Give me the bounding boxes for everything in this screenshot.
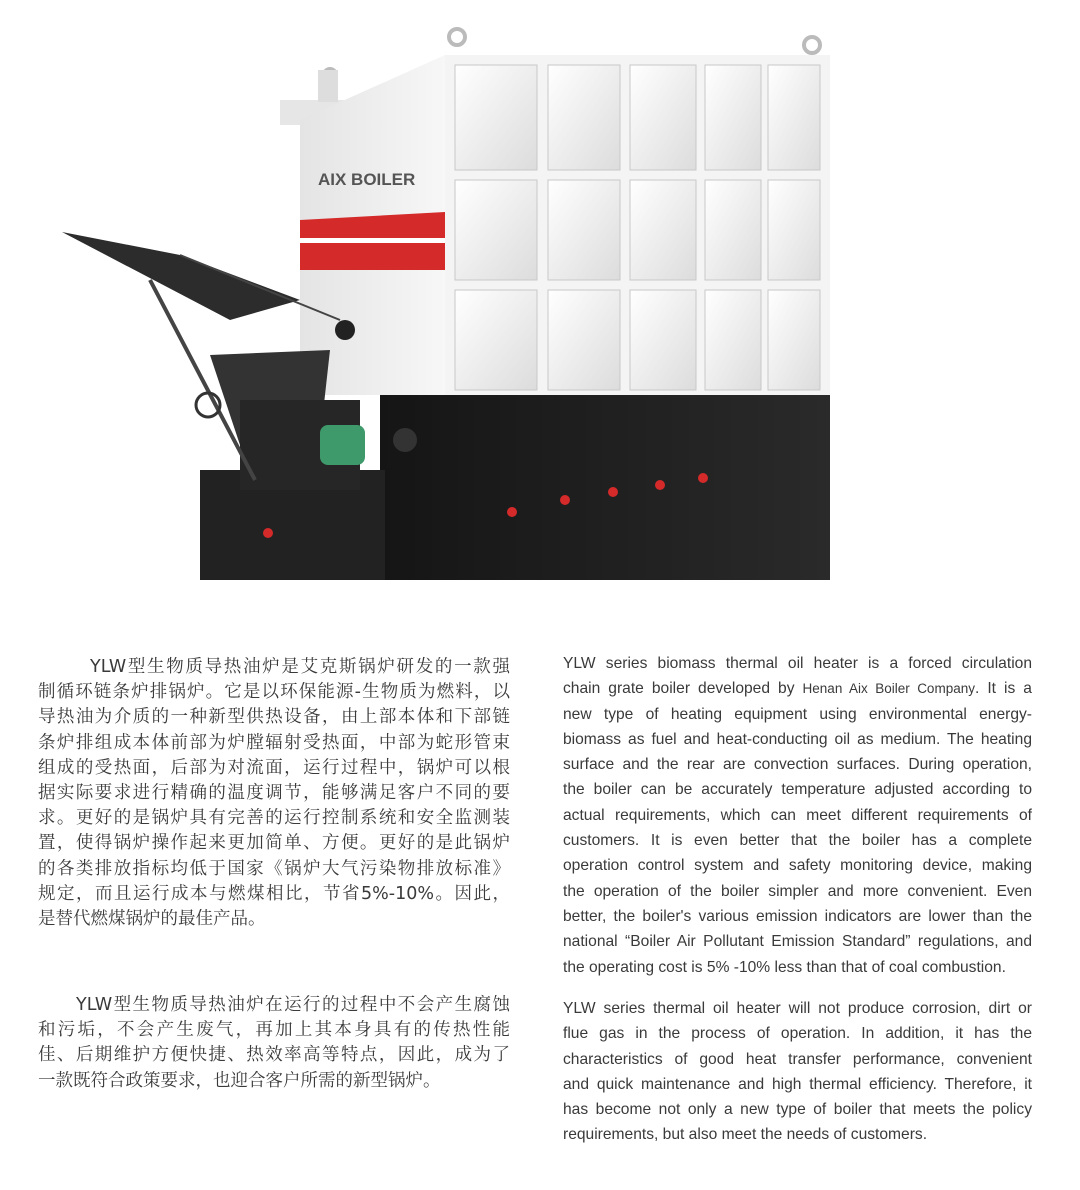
insulation-panel — [768, 65, 820, 170]
text-line: requirements, but also meet the needs of customers. — [563, 1126, 928, 1144]
text-line: 求。更好的是锅炉具有完善的运行控制系统和安全监测装 — [38, 808, 510, 829]
text-line: characteristics of good heat transfer performance, convenient — [563, 1050, 1032, 1068]
text-line: better, the boiler's various emission indicators are lower than the — [563, 907, 1032, 925]
insulation-panel — [455, 290, 537, 390]
text-line: biomass as fuel and heat-conducting oil as medium. The heating — [563, 730, 1032, 748]
inspection-port — [698, 473, 708, 483]
text-line: and quick maintenance and high thermal efficiency. Therefore, it — [563, 1075, 1032, 1093]
text-line: YLW series biomass thermal oil heater is a forced circulation — [563, 655, 1032, 672]
text-line: 规定，而且运行成本与燃煤相比，节省5%-10%。因此， — [38, 883, 510, 904]
text-line: 是替代燃煤锅炉的最佳产品。 — [38, 909, 266, 930]
insulation-panel — [548, 180, 620, 280]
insulation-panel — [768, 290, 820, 390]
insulation-panel — [548, 290, 620, 390]
insulation-panel — [548, 65, 620, 170]
text-line: the operation of the boiler simpler and more convenient. Even — [563, 882, 1032, 900]
motor — [320, 425, 365, 465]
company-name: Henan Aix Boiler Company — [802, 681, 975, 697]
insulation-panel — [630, 180, 696, 280]
insulation-panel — [455, 65, 537, 170]
inspection-port — [608, 487, 618, 497]
inspection-port — [507, 507, 517, 517]
text-line: YLW型生物质导热油炉在运行的过程中不会产生腐蚀 — [76, 995, 510, 1015]
text-line: YLW型生物质导热油炉是艾克斯锅炉研发的一款强 — [90, 657, 510, 677]
text-line: surface and the rear are convection surfaces. During operation, — [563, 756, 1032, 774]
inspection-port — [263, 528, 273, 538]
english-paragraph-2 — [563, 996, 1032, 1148]
insulation-panel — [705, 290, 761, 390]
insulation-panel — [705, 180, 761, 280]
text-line: 一款既符合政策要求，也迎合客户所需的新型锅炉。 — [38, 1070, 441, 1091]
text-line: operation control system and safety monitoring device, making — [563, 857, 1032, 875]
text-line: flue gas in the process of operation. In addition, it has the — [563, 1025, 1032, 1043]
insulation-panel — [630, 65, 696, 170]
text-line: the operating cost is 5% -10% less than that of coal combustion. — [563, 958, 1006, 976]
insulation-panel — [630, 290, 696, 390]
english-paragraph-1 — [563, 651, 1032, 980]
insulation-panel — [705, 65, 761, 170]
insulation-panel — [455, 180, 537, 280]
text-line: 导热油为介质的一种新型供热设备，由上部本体和下部链 — [38, 707, 510, 728]
text-line: national “Boiler Air Pollutant Emission Standard” regulations, and — [563, 933, 1032, 951]
text-line: 的各类排放指标均低于国家《锅炉大气污染物排放标准》 — [38, 858, 510, 879]
text-line: chain grate boiler developed by Henan Aix Boiler Company. It is a — [563, 680, 1032, 698]
text-line: the boiler can be accurately temperature adjusted according to — [563, 781, 1032, 799]
text-line: has become not only a new type of boiler that meets the policy — [563, 1101, 1032, 1119]
text-line: 条炉排组成本体前部为炉膛辐射受热面，中部为蛇形管束 — [38, 732, 510, 753]
text-line: actual requirements, which can meet different requirements of — [563, 806, 1032, 824]
text-line: 和污垢，不会产生废气，再加上其本身具有的传热性能 — [38, 1020, 510, 1041]
chinese-paragraph-1 — [38, 655, 510, 932]
text-line: customers. It is even better that the boiler has a complete — [563, 832, 1032, 850]
text-line: YLW series thermal oil heater will not produce corrosion, dirt or — [563, 1000, 1032, 1017]
text-line: 置，使得锅炉操作起来更加简单、方便。更好的是此锅炉 — [38, 833, 510, 854]
text-line: new type of heating equipment using environmental energy- — [563, 705, 1032, 723]
text-line: 组成的受热面，后部为对流面，运行过程中，锅炉可以根 — [38, 757, 510, 778]
text-line: 佳、后期维护方便快捷、热效率高等特点，因此，成为了 — [38, 1045, 510, 1066]
inspection-port — [560, 495, 570, 505]
chinese-paragraph-2 — [38, 993, 510, 1094]
fuel-hopper-chute — [62, 232, 300, 320]
text-line: 制循环链条炉排锅炉。它是以环保能源-生物质为燃料，以 — [38, 682, 510, 703]
inspection-port — [655, 480, 665, 490]
brand-label: AIX BOILER — [318, 170, 416, 189]
insulation-panel — [768, 180, 820, 280]
boiler-base — [380, 395, 830, 580]
text-line: 据实际要求进行精确的温度调节，能够满足客户不同的要 — [38, 783, 510, 804]
